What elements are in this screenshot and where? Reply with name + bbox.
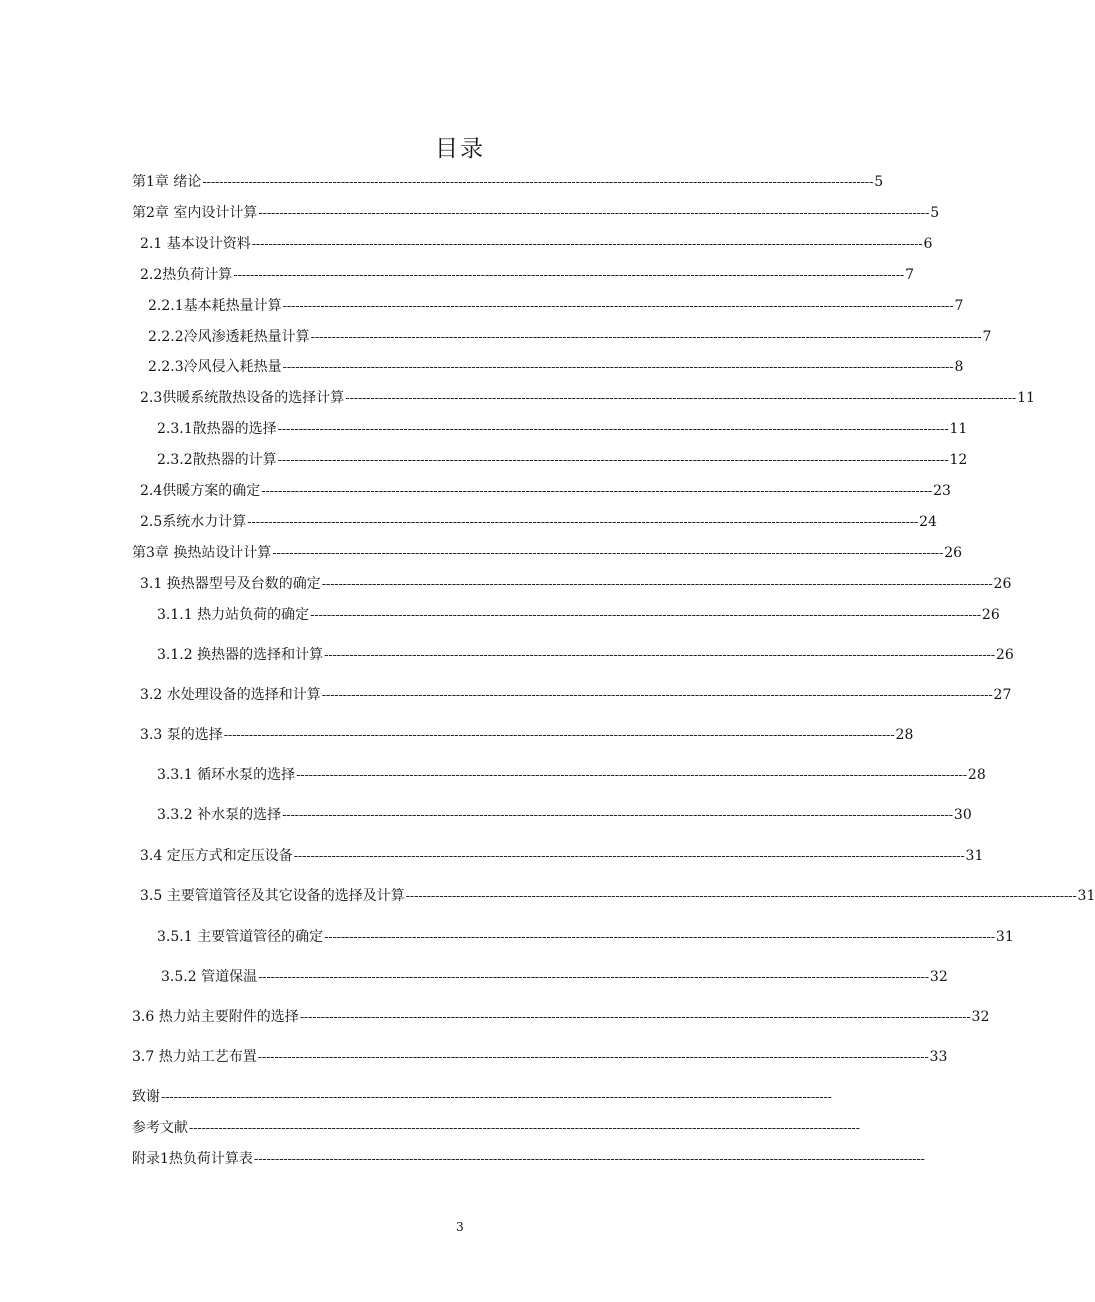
toc-leader: ---------------------------------------------------------------------------------------------------------------------------------------------------------------- xyxy=(261,484,933,499)
toc-leader: ---------------------------------------------------------------------------------------------------------------------------------------------------------------- xyxy=(257,1050,929,1065)
toc-entry-label: 2.2.2冷风渗透耗热量计算 xyxy=(148,329,310,345)
toc-entry-page: 32 xyxy=(971,1009,990,1025)
toc-entry-label: 3.1 换热器型号及台数的确定 xyxy=(140,576,321,592)
toc-entry-page: 31 xyxy=(965,848,984,864)
toc-leader: ---------------------------------------------------------------------------------------------------------------------------------------------------------------- xyxy=(282,360,954,375)
toc-entry-label: 2.2.3冷风侵入耗热量 xyxy=(148,359,282,375)
toc-entry[interactable] xyxy=(132,202,940,224)
toc-leader: ---------------------------------------------------------------------------------------------------------------------------------------------------------------- xyxy=(293,849,965,864)
toc-entry-page: 26 xyxy=(993,576,1012,592)
toc-entry[interactable] xyxy=(157,418,968,440)
toc-entry-label: 3.7 热力站工艺布置 xyxy=(132,1049,257,1065)
toc-entry-label: 3.1.1 热力站负荷的确定 xyxy=(157,607,310,623)
toc-leader: ---------------------------------------------------------------------------------------------------------------------------------------------------------------- xyxy=(282,299,954,314)
toc-entry-page: 26 xyxy=(981,607,1000,623)
toc-entry[interactable] xyxy=(132,1086,832,1108)
toc-leader: ---------------------------------------------------------------------------------------------------------------------------------------------------------------- xyxy=(161,1090,832,1105)
toc-entry[interactable] xyxy=(148,326,992,348)
toc-entry[interactable] xyxy=(140,573,1012,595)
toc-entry[interactable] xyxy=(157,764,986,786)
toc-entry-label: 3.5.2 管道保温 xyxy=(161,969,258,985)
toc-entry-page: 30 xyxy=(953,807,972,823)
toc-entry-label: 第2章 室内设计计算 xyxy=(132,205,258,221)
toc-leader: ---------------------------------------------------------------------------------------------------------------------------------------------------------------- xyxy=(310,608,981,623)
toc-entry[interactable] xyxy=(157,604,1000,626)
toc-entry-label: 3.2 水处理设备的选择和计算 xyxy=(140,687,321,703)
toc-entry[interactable] xyxy=(161,966,948,988)
toc-entry-label: 2.2热负荷计算 xyxy=(140,267,233,283)
toc-entry-page: 6 xyxy=(923,236,933,252)
toc-entry[interactable] xyxy=(148,356,964,378)
toc-entry[interactable] xyxy=(132,542,963,564)
toc-entry-page: 24 xyxy=(919,514,937,530)
toc-entry[interactable] xyxy=(140,724,914,746)
toc-entry[interactable] xyxy=(132,1117,860,1139)
toc-leader: ---------------------------------------------------------------------------------------------------------------------------------------------------------------- xyxy=(247,515,919,530)
toc-entry-page: 8 xyxy=(954,359,964,375)
toc-entry-label: 3.1.2 换热器的选择和计算 xyxy=(157,647,324,663)
toc-entry-label: 附录1热负荷计算表 xyxy=(132,1151,253,1167)
toc-leader: ---------------------------------------------------------------------------------------------------------------------------------------------------------------- xyxy=(277,453,949,468)
toc-leader: ---------------------------------------------------------------------------------------------------------------------------------------------------------------- xyxy=(223,728,895,743)
toc-entry[interactable] xyxy=(140,684,1012,706)
toc-entry-label: 2.3供暖系统散热设备的选择计算 xyxy=(140,390,345,406)
toc-entry[interactable] xyxy=(132,1046,948,1068)
toc-entry-page: 7 xyxy=(905,267,915,283)
toc-entry-page: 11 xyxy=(949,421,968,437)
toc-leader: ---------------------------------------------------------------------------------------------------------------------------------------------------------------- xyxy=(282,808,953,823)
toc-entry[interactable] xyxy=(140,233,933,255)
toc-entry[interactable] xyxy=(132,171,884,193)
toc-leader: ---------------------------------------------------------------------------------------------------------------------------------------------------------------- xyxy=(258,970,929,985)
toc-entry-page: 26 xyxy=(995,647,1014,663)
toc-entry[interactable] xyxy=(157,644,1014,666)
toc-entry-page: 28 xyxy=(967,767,986,783)
toc-leader: ---------------------------------------------------------------------------------------------------------------------------------------------------------------- xyxy=(345,391,1017,406)
toc-entry-label: 参考文献 xyxy=(132,1120,188,1136)
toc-entry-label: 3.5.1 主要管道管径的确定 xyxy=(157,929,324,945)
toc-entry-page: 26 xyxy=(944,545,963,561)
toc-entry-label: 2.2.1基本耗热量计算 xyxy=(148,298,282,314)
toc-entry-page: 27 xyxy=(993,687,1012,703)
toc-leader: ---------------------------------------------------------------------------------------------------------------------------------------------------------------- xyxy=(272,546,944,561)
toc-leader: ---------------------------------------------------------------------------------------------------------------------------------------------------------------- xyxy=(324,930,995,945)
toc-leader: ---------------------------------------------------------------------------------------------------------------------------------------------------------------- xyxy=(253,1152,925,1167)
toc-entry-page: 32 xyxy=(929,969,948,985)
toc-entry-page: 31 xyxy=(1077,888,1095,904)
toc-entry-label: 3.3.1 循环水泵的选择 xyxy=(157,767,296,783)
toc-entry[interactable] xyxy=(140,387,1035,409)
toc-entry[interactable] xyxy=(132,1148,925,1170)
toc-entry-label: 2.1 基本设计资料 xyxy=(140,236,251,252)
toc-leader: ---------------------------------------------------------------------------------------------------------------------------------------------------------------- xyxy=(299,1010,971,1025)
toc-leader: ---------------------------------------------------------------------------------------------------------------------------------------------------------------- xyxy=(321,577,993,592)
toc-entry-page: 31 xyxy=(995,929,1014,945)
toc-entry-label: 致谢 xyxy=(132,1089,160,1105)
toc-entry-label: 3.5 主要管道管径及其它设备的选择及计算 xyxy=(140,888,405,904)
toc-entry[interactable] xyxy=(148,295,964,317)
toc-leader: ---------------------------------------------------------------------------------------------------------------------------------------------------------------- xyxy=(202,175,874,190)
toc-entry-label: 3.3 泵的选择 xyxy=(140,727,223,743)
toc-leader: ---------------------------------------------------------------------------------------------------------------------------------------------------------------- xyxy=(310,330,982,345)
toc-entry[interactable] xyxy=(132,1006,990,1028)
toc-entry[interactable] xyxy=(140,480,951,502)
toc-entry-label: 3.6 热力站主要附件的选择 xyxy=(132,1009,299,1025)
toc-entry-label: 第1章 绪论 xyxy=(132,174,202,190)
toc-leader: ---------------------------------------------------------------------------------------------------------------------------------------------------------------- xyxy=(324,648,995,663)
toc-entry[interactable] xyxy=(157,926,1014,948)
toc-leader: ---------------------------------------------------------------------------------------------------------------------------------------------------------------- xyxy=(277,422,949,437)
toc-entry-label: 3.4 定压方式和定压设备 xyxy=(140,848,293,864)
toc-entry[interactable] xyxy=(140,264,915,286)
toc-entry[interactable] xyxy=(140,885,1095,907)
toc-entry-page: 5 xyxy=(874,174,884,190)
toc-entry-page: 7 xyxy=(982,329,992,345)
toc-entry-page: 23 xyxy=(933,483,951,499)
toc-entry[interactable] xyxy=(140,511,937,533)
toc-entry-page: 7 xyxy=(954,298,964,314)
toc-entry-label: 3.3.2 补水泵的选择 xyxy=(157,807,282,823)
toc-leader: ---------------------------------------------------------------------------------------------------------------------------------------------------------------- xyxy=(251,237,923,252)
page-title: 目录 xyxy=(435,136,485,162)
toc-leader: ---------------------------------------------------------------------------------------------------------------------------------------------------------------- xyxy=(296,768,967,783)
toc-entry[interactable] xyxy=(157,804,972,826)
toc-entry[interactable] xyxy=(157,449,968,471)
toc-entry-page: 5 xyxy=(930,205,940,221)
toc-leader: ---------------------------------------------------------------------------------------------------------------------------------------------------------------- xyxy=(258,206,930,221)
toc-entry-label: 2.4供暖方案的确定 xyxy=(140,483,261,499)
toc-entry-label: 第3章 换热站设计计算 xyxy=(132,545,272,561)
toc-leader: ---------------------------------------------------------------------------------------------------------------------------------------------------------------- xyxy=(189,1121,860,1136)
toc-entry-label: 2.5系统水力计算 xyxy=(140,514,247,530)
page-number: 3 xyxy=(456,1220,464,1234)
toc-leader: ---------------------------------------------------------------------------------------------------------------------------------------------------------------- xyxy=(233,268,905,283)
toc-entry-label: 2.3.2散热器的计算 xyxy=(157,452,277,468)
toc-entry[interactable] xyxy=(140,845,984,867)
toc-entry-label: 2.3.1散热器的选择 xyxy=(157,421,277,437)
toc-leader: ---------------------------------------------------------------------------------------------------------------------------------------------------------------- xyxy=(321,688,993,703)
toc-entry-page: 12 xyxy=(949,452,968,468)
toc-entry-page: 11 xyxy=(1017,390,1035,406)
toc-entry-page: 28 xyxy=(895,727,914,743)
toc-leader: ---------------------------------------------------------------------------------------------------------------------------------------------------------------- xyxy=(405,889,1077,904)
toc-entry-page: 33 xyxy=(929,1049,948,1065)
